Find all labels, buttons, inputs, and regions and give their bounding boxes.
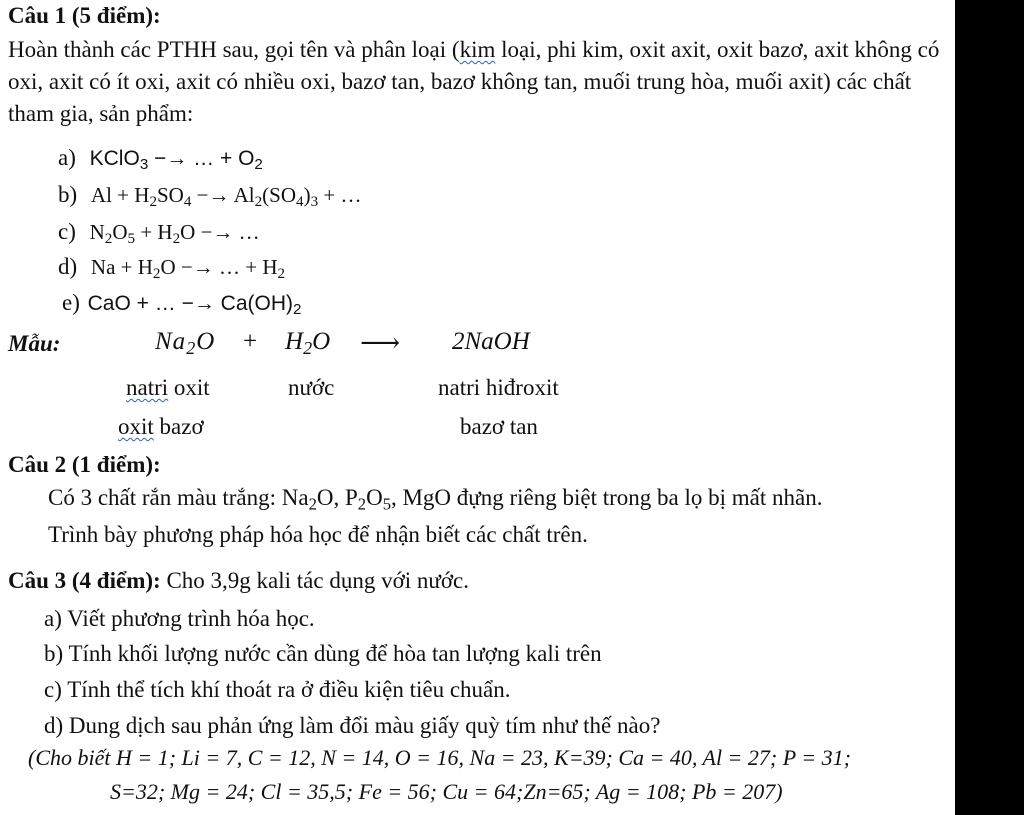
- equation-c: $N_2O_5 + H_2O$ −→ …: [89, 220, 260, 248]
- sample-label: Mẫu:: [8, 331, 61, 356]
- equation-b: $Al + H_2SO_4 -\to Al_2(SO_4)_3$ + …: [90, 183, 362, 211]
- q3-given-line-2: S=32; Mg = 24; Cl = 35,5; Fe = 56; Cu = 64;Zn=65; Ag = 108; Pb = 207): [110, 779, 783, 804]
- sample-reactant2-name: nước: [288, 375, 335, 400]
- q1-intro-pre: Hoàn thành các PTHH sau, gọi tên và phân loại (: [8, 37, 460, 62]
- q1-intro-post: loại, phi kim, oxit axit, oxit bazơ, axit không có oxi, axit có ít oxi, axit có nhiều oxi, bazơ tan, bazơ không tan, muối trung hòa, muối axit) các chất tham gia, sản phẩm:: [8, 37, 940, 126]
- q1-item-a: [58, 144, 263, 173]
- class-suffix: bazơ: [153, 414, 204, 439]
- sample-product-class: bazơ tan: [460, 414, 538, 439]
- q3-given-line-1: (Cho biết H = 1; Li = 7, C = 12, N = 14, O = 16, Na = 23, K=39; Ca = 40, Al = 27; P = 31;: [28, 745, 851, 770]
- item-label: e): [62, 290, 80, 315]
- q3-heading-bold: Câu 3 (4 điểm):: [8, 568, 161, 593]
- sample-product-name: natri hiđroxit: [438, 375, 559, 400]
- q3-item-b: b) Tính khối lượng nước cần dùng để hòa tan lượng kali trên: [44, 641, 602, 666]
- wavy-word: oxit: [118, 414, 154, 439]
- q3-item-c: c) Tính thể tích khí thoát ra ở điều kiện tiêu chuẩn.: [44, 677, 511, 702]
- sample-arrow: ⟶: [360, 328, 401, 359]
- q3-heading: [8, 567, 469, 596]
- q2-heading: Câu 2 (1 điểm):: [8, 452, 161, 477]
- sample-reactant-1: $Na_2O$: [155, 328, 216, 359]
- sample-reactant1-name: [126, 374, 210, 403]
- sample-reactant1-class: [118, 413, 204, 442]
- q2-line-1: [48, 484, 822, 513]
- q1-item-b: [58, 181, 361, 210]
- q1-item-e: [62, 289, 301, 318]
- item-label: a): [58, 145, 76, 170]
- sample-plus: +: [243, 328, 258, 355]
- wavy-word: natri: [126, 375, 169, 400]
- right-black-bar: [955, 0, 1024, 815]
- equation-e: CaO + … −→ $Ca(OH)_2$: [87, 292, 302, 319]
- sample-reactant-2: $H_2O$: [285, 328, 331, 359]
- item-label: c): [58, 219, 76, 244]
- q1-item-d: [58, 253, 285, 282]
- q2-line1-post: , MgO đựng riêng biệt trong ba lọ bị mất nhãn.: [390, 485, 823, 510]
- item-label: d): [58, 254, 78, 279]
- name-suffix: oxit: [168, 375, 210, 400]
- equation-a: KClO$_3$ −→ … + $O_2$: [89, 147, 263, 174]
- q3-item-d: d) Dung dịch sau phản ứng làm đổi màu giấy quỳ tím như thế nào?: [44, 713, 661, 738]
- q1-intro-kim: kim: [459, 37, 496, 62]
- equation-d: $Na + H_2O$ −→ … + $H_2$: [90, 255, 286, 283]
- q3-item-a: a) Viết phương trình hóa học.: [44, 606, 315, 631]
- q2-substances: $Na_2O$, $P_2O_5$: [281, 485, 391, 514]
- q2-line-2: Trình bày phương pháp hóa học để nhận biết các chất trên.: [48, 522, 588, 547]
- q1-item-c: [58, 218, 260, 247]
- q1-heading: Câu 1 (5 điểm):: [8, 3, 161, 28]
- sample-product: 2NaOH: [452, 328, 530, 355]
- q1-intro: [8, 34, 948, 130]
- item-label: b): [58, 182, 78, 207]
- q3-heading-rest: Cho 3,9g kali tác dụng với nước.: [160, 568, 469, 593]
- q2-line1-pre: Có 3 chất rắn màu trắng:: [48, 485, 282, 510]
